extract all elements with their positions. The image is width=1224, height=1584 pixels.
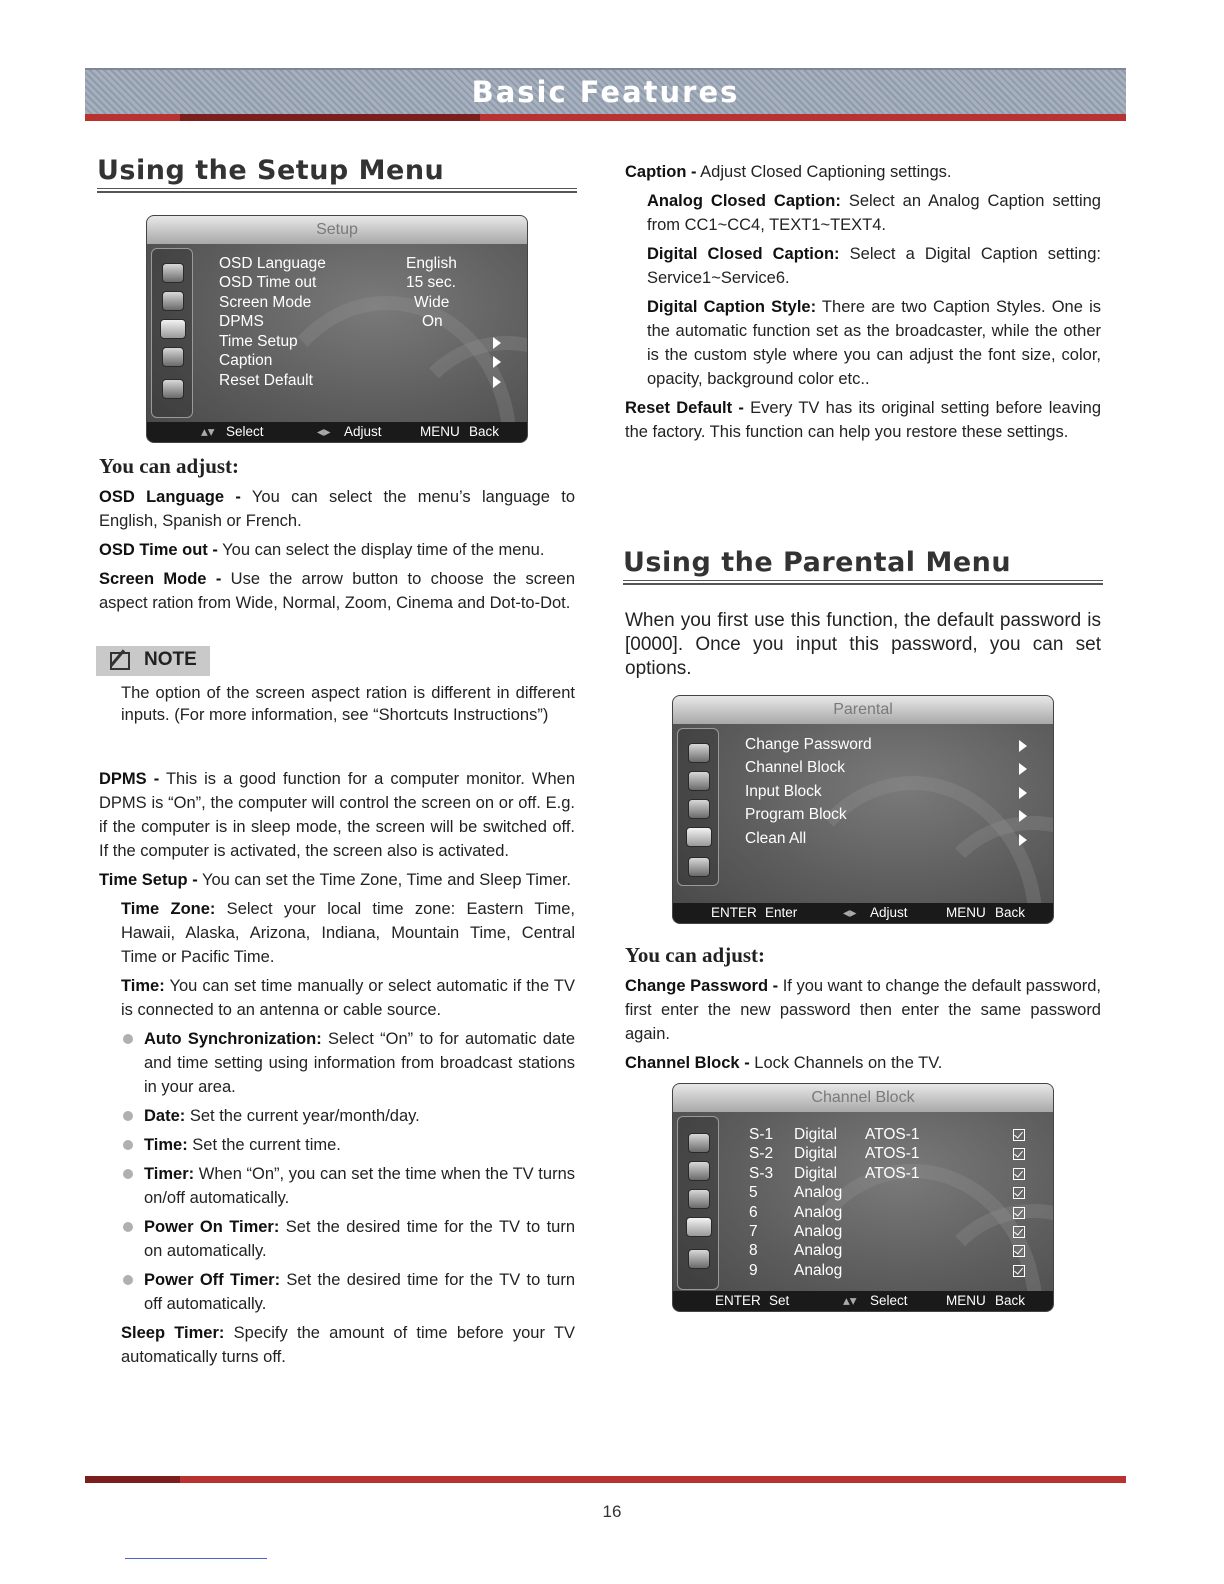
setup-menu-screenshot (146, 215, 528, 443)
picture-icon (688, 1161, 710, 1181)
footer-adjust-label: Adjust (344, 424, 382, 439)
channel-type: Digital (794, 1145, 838, 1162)
footer-menu-key: MENU (946, 1293, 986, 1308)
parental-menu-footer (673, 903, 1053, 923)
you-can-adjust-heading: You can adjust: (99, 454, 240, 478)
exit-icon (688, 857, 710, 877)
parental-icon (162, 347, 184, 367)
menu-item-label: DPMS (219, 313, 264, 330)
parental-section-rule (623, 580, 1103, 585)
submenu-arrow-icon (493, 376, 501, 388)
note-label: NOTE (144, 649, 197, 670)
header-title: Basic Features (471, 75, 740, 109)
submenu-arrow-icon (1019, 787, 1027, 799)
channel-number: S-1 (749, 1126, 774, 1143)
footer-select-label: Select (226, 424, 264, 439)
bullet-auto-sync: Auto Synchronization: Select “On” to for automatic date and time setting using information from broadcast stations in your area. (99, 1027, 575, 1099)
parental-item: Change Password (745, 736, 872, 753)
menu-item-label: Caption (219, 352, 273, 369)
menu-item-label: OSD Language (219, 255, 326, 272)
channel-number: S-3 (749, 1165, 774, 1182)
sleep-timer-paragraph: Sleep Timer: Specify the amount of time before your TV automatically turns off. (121, 1324, 575, 1366)
checkbox-icon (1013, 1148, 1025, 1160)
parental-item: Program Block (745, 806, 847, 823)
osd-time-out-paragraph: OSD Time out - You can select the display time of the menu. (99, 541, 545, 559)
setup-menu-title: Setup (147, 216, 527, 244)
checkbox-icon (1013, 1187, 1025, 1199)
setup-icon (688, 1189, 710, 1209)
note-text: The option of the screen aspect ration is different in different inputs. (For more information, see “Shortcuts Instructions”) (121, 684, 575, 724)
footer-menu-key: MENU (946, 905, 986, 920)
analog-caption-paragraph: Analog Closed Caption: Select an Analog Caption setting from CC1~CC4, TEXT1~TEXT4. (647, 192, 1101, 234)
menu-item-label: Time Setup (219, 333, 298, 350)
checkbox-icon (1013, 1168, 1025, 1180)
channel-number: 7 (749, 1223, 758, 1240)
exit-icon (162, 379, 184, 399)
tv-icon (162, 263, 184, 283)
parental-item: Channel Block (745, 759, 845, 776)
time-setup-paragraph: Time Setup - You can set the Time Zone, Time and Sleep Timer. (99, 871, 572, 889)
time-zone-paragraph: Time Zone: Select your local time zone: Eastern Time, Hawaii, Alaska, Arizona, Indiana, Mountain Time, Central Time or Pacific Time. (121, 900, 575, 966)
note-icon (110, 652, 130, 670)
menu-icon-bar (677, 1116, 719, 1290)
footer-set-label: Set (769, 1293, 790, 1308)
parental-menu-title: Parental (673, 696, 1053, 724)
setup-icon (688, 799, 710, 819)
channel-menu-footer (673, 1291, 1053, 1311)
tv-icon (688, 743, 710, 763)
submenu-arrow-icon (1019, 740, 1027, 752)
osd-language-paragraph: OSD Language - You can select the menu’s language to English, Spanish or French. (99, 488, 575, 530)
channel-number: 8 (749, 1242, 758, 1259)
setup-text-block-1 (99, 485, 575, 620)
menu-item-label: Reset Default (219, 372, 313, 389)
parental-menu-screenshot (672, 695, 1054, 924)
digital-caption-paragraph: Digital Closed Caption: Select a Digital Caption setting: Service1~Service6. (647, 245, 1101, 287)
submenu-arrow-icon (1019, 810, 1027, 822)
parental-icon (686, 1217, 712, 1237)
footer-back-label: Back (995, 905, 1026, 920)
parental-item: Clean All (745, 830, 807, 847)
submenu-arrow-icon (1019, 763, 1027, 775)
channel-type: Analog (794, 1223, 843, 1240)
picture-icon (688, 771, 710, 791)
tv-icon (688, 1133, 710, 1153)
channel-number: 9 (749, 1262, 758, 1279)
picture-icon (162, 291, 184, 311)
menu-icon-bar (677, 728, 719, 886)
checkbox-icon (1013, 1129, 1025, 1141)
change-password-paragraph: Change Password - If you want to change the default password, first enter the new password then enter the same password again. (625, 977, 1101, 1043)
channel-number: 6 (749, 1204, 758, 1221)
dpms-paragraph: DPMS - This is a good function for a computer monitor. When DPMS is “On”, the computer will control the screen on or off. E.g. if the computer is in sleep mode, the screen will be switched off. If the computer is activated, the screen also is activated. (99, 770, 576, 860)
header-rule (85, 114, 1126, 121)
menu-item-value: 15 sec. (406, 274, 456, 291)
parental-icon (686, 827, 712, 847)
updown-arrows-icon: ▴▾ (843, 1293, 857, 1308)
parental-text-block (625, 974, 1101, 1080)
bullet-time: Time: Set the current time. (99, 1133, 575, 1157)
checkbox-icon (1013, 1245, 1025, 1257)
footer-back-label: Back (995, 1293, 1026, 1308)
parental-item: Input Block (745, 783, 822, 800)
caption-paragraph: Caption - Adjust Closed Captioning settings. (625, 163, 952, 181)
checkbox-icon (1013, 1226, 1025, 1238)
setup-text-block-2 (99, 767, 575, 1374)
header-banner (85, 68, 1126, 116)
channel-number: 5 (749, 1184, 758, 1201)
setup-section-rule (97, 188, 577, 193)
channel-name: ATOS-1 (865, 1126, 920, 1143)
submenu-arrow-icon (493, 356, 501, 368)
footer-link-underline (125, 1558, 267, 1559)
setup-icon (160, 319, 186, 339)
caption-text-block (625, 160, 1101, 449)
channel-number: S-2 (749, 1145, 774, 1162)
page-number: 16 (602, 1502, 622, 1521)
channel-type: Analog (794, 1184, 843, 1201)
setup-section-title: Using the Setup Menu (97, 155, 445, 186)
menu-item-value: English (406, 255, 457, 272)
reset-default-paragraph: Reset Default - Every TV has its original setting before leaving the factory. This function can help you restore these settings. (625, 399, 1102, 441)
leftright-arrows-icon: ◂▸ (843, 905, 857, 920)
footer-rule (85, 1476, 1126, 1483)
channel-block-screenshot (672, 1083, 1054, 1312)
time-paragraph: Time: You can set time manually or select automatic if the TV is connected to an antenna or cable source. (121, 977, 575, 1019)
channel-name: ATOS-1 (865, 1145, 920, 1162)
footer-back-label: Back (469, 424, 500, 439)
caption-style-paragraph: Digital Caption Style: There are two Caption Styles. One is the automatic function set as the broadcaster, while the other is the custom style where you can adjust the font size, color, opacity, background color etc.. (647, 298, 1101, 388)
submenu-arrow-icon (1019, 834, 1027, 846)
bullet-power-off-timer: Power Off Timer: Set the desired time for the TV to turn off automatically. (99, 1268, 575, 1316)
channel-type: Digital (794, 1126, 838, 1143)
menu-item-label: Screen Mode (219, 294, 312, 311)
checkbox-icon (1013, 1207, 1025, 1219)
channel-type: Analog (794, 1204, 843, 1221)
footer-enter-label: Enter (765, 905, 798, 920)
setup-menu-footer (147, 422, 527, 442)
bullet-power-on-timer: Power On Timer: Set the desired time for the TV to turn on automatically. (99, 1215, 575, 1263)
footer-enter-key: ENTER (715, 1293, 761, 1308)
parental-you-can-adjust: You can adjust: (625, 943, 766, 967)
menu-item-value: On (422, 313, 443, 330)
bullet-date: Date: Set the current year/month/day. (99, 1104, 575, 1128)
footer-enter-key: ENTER (711, 905, 757, 920)
parental-section-title: Using the Parental Menu (623, 547, 1012, 578)
footer-adjust-label: Adjust (870, 905, 908, 920)
checkbox-icon (1013, 1265, 1025, 1277)
footer-select-label: Select (870, 1293, 908, 1308)
menu-item-label: OSD Time out (219, 274, 317, 291)
menu-item-value: Wide (414, 294, 450, 311)
submenu-arrow-icon (493, 337, 501, 349)
channel-name: ATOS-1 (865, 1165, 920, 1182)
note-badge (96, 646, 210, 676)
channel-type: Digital (794, 1165, 838, 1182)
updown-arrows-icon: ▴▾ (201, 424, 215, 439)
parental-intro: When you first use this function, the default password is [0000]. Once you input this password, you can set options. (625, 610, 1101, 679)
channel-block-paragraph: Channel Block - Lock Channels on the TV. (625, 1054, 943, 1072)
screen-mode-paragraph: Screen Mode - Use the arrow button to choose the screen aspect ration from Wide, Normal, Zoom, Cinema and Dot-to-Dot. (99, 570, 576, 612)
leftright-arrows-icon: ◂▸ (317, 424, 331, 439)
footer-menu-key: MENU (420, 424, 460, 439)
channel-menu-title: Channel Block (673, 1084, 1053, 1112)
menu-icon-bar (151, 248, 193, 418)
channel-type: Analog (794, 1262, 843, 1279)
exit-icon (688, 1249, 710, 1269)
channel-type: Analog (794, 1242, 843, 1259)
bullet-timer: Timer: When “On”, you can set the time when the TV turns on/off automatically. (99, 1162, 575, 1210)
